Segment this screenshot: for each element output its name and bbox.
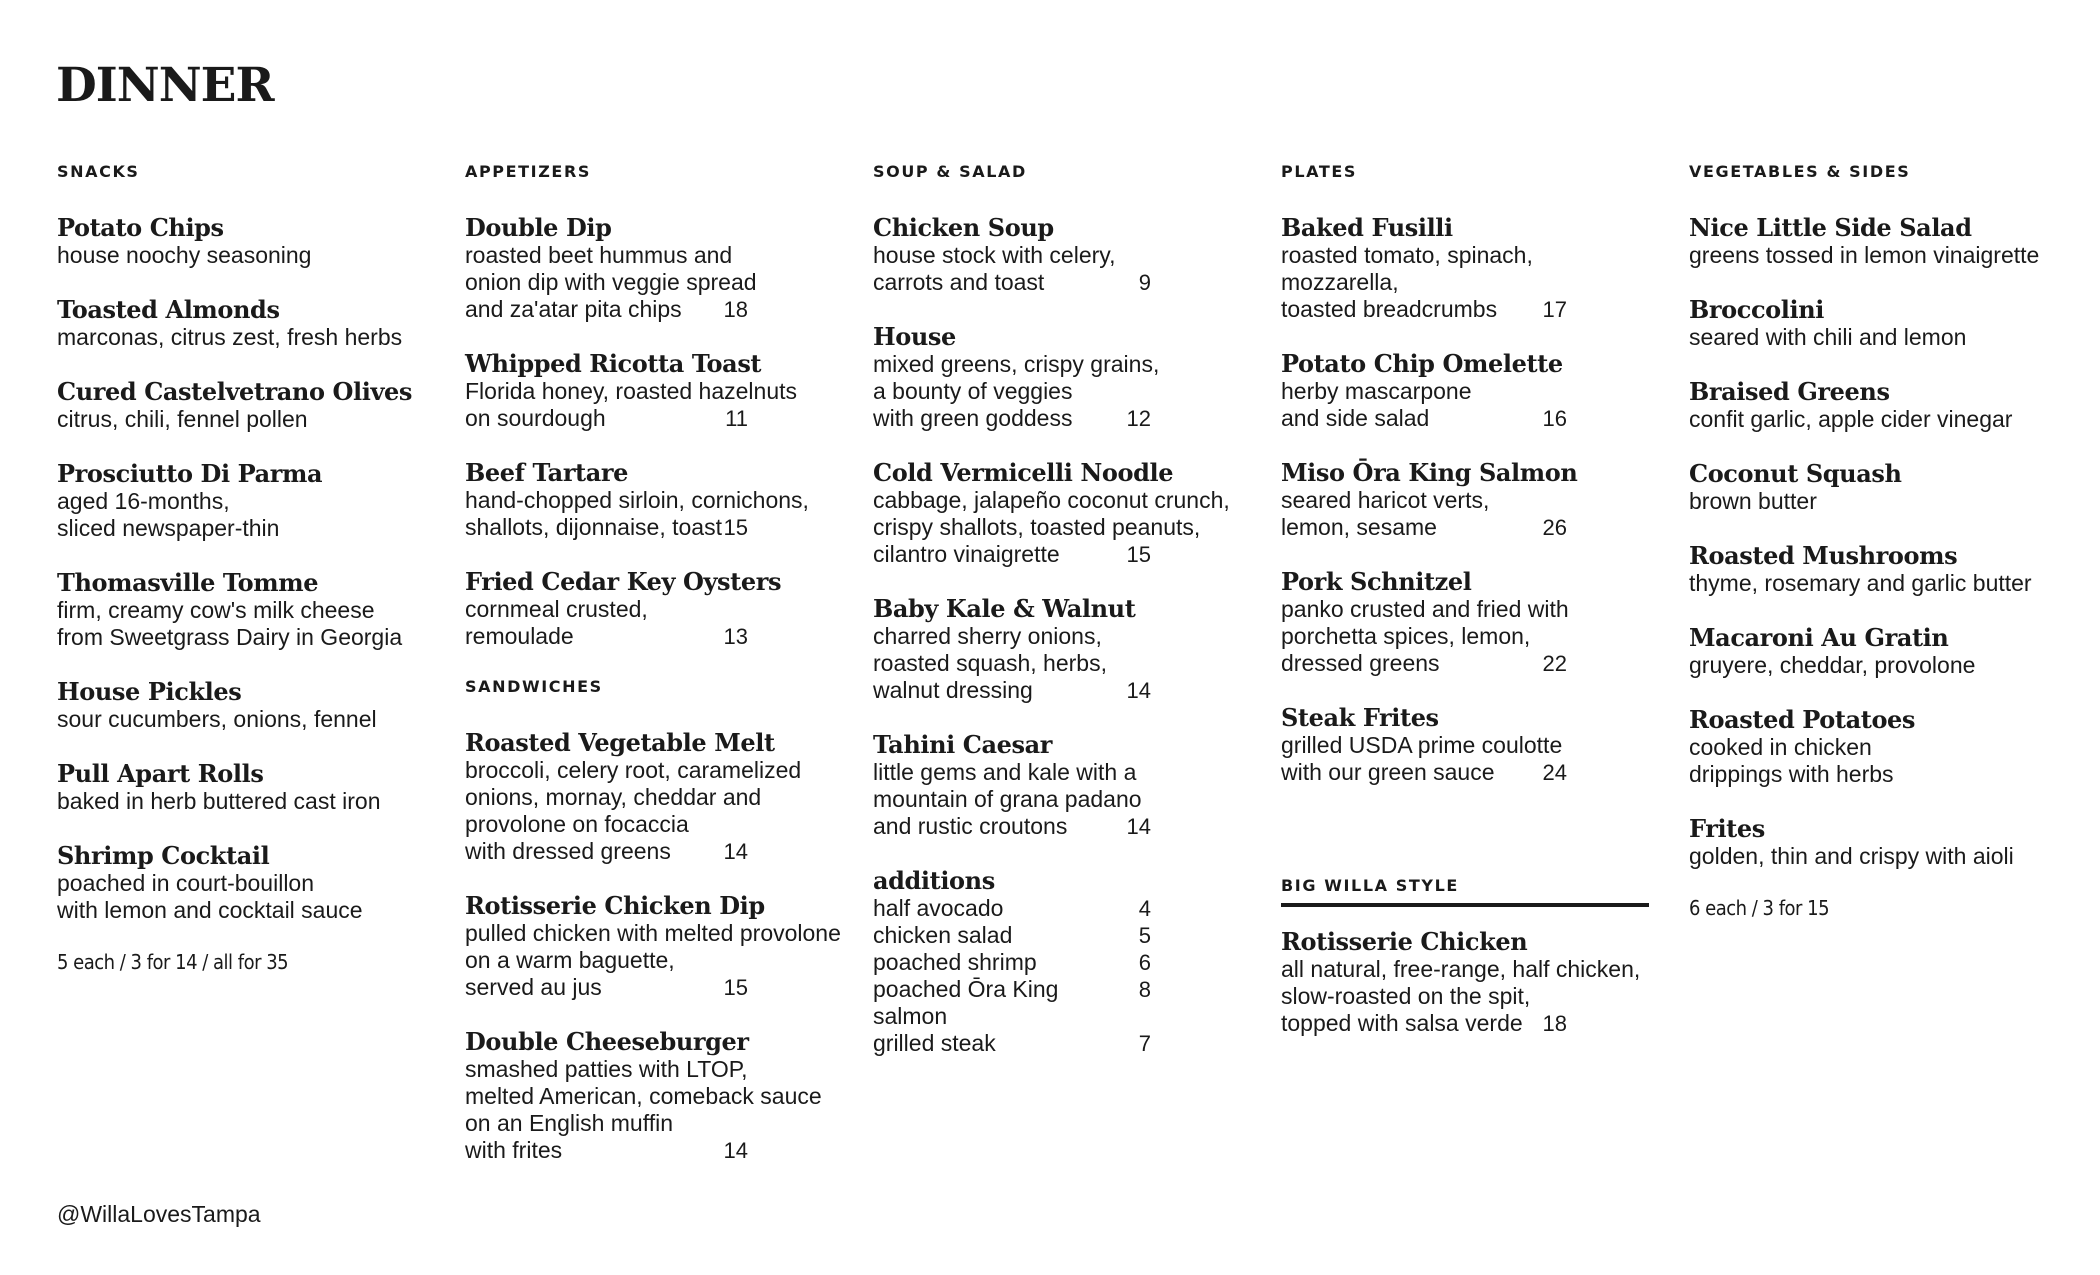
description-line: slow-roasted on the spit, [1281, 983, 1531, 1009]
item-price: 18 [723, 297, 748, 322]
item-name: Broccolini [1689, 295, 1824, 324]
item-name: Rotisserie Chicken [1281, 927, 1528, 956]
description-line: drippings with herbs [1689, 761, 1894, 787]
menu-item [57, 760, 437, 815]
appetizers-list [465, 214, 845, 650]
menu-item [1689, 706, 2069, 788]
description-line [1281, 759, 1567, 786]
item-price: 16 [1542, 406, 1567, 431]
addition-name: grilled steak [873, 1030, 996, 1056]
item-description [465, 378, 845, 432]
item-description [57, 406, 437, 433]
description-text: and za'atar pita chips [465, 296, 682, 322]
description-line: cabbage, jalapeño coconut crunch, [873, 487, 1230, 513]
addition-price: 4 [1138, 896, 1151, 921]
item-name: Shrimp Cocktail [57, 841, 270, 870]
menu-item [57, 214, 437, 269]
menu-item [465, 214, 845, 323]
item-description [1281, 596, 1661, 677]
item-price: 14 [1126, 814, 1151, 839]
item-price: 14 [1126, 678, 1151, 703]
addition-row [873, 949, 1151, 976]
description-line: seared with chili and lemon [1689, 324, 1967, 350]
item-price: 13 [723, 624, 748, 649]
menu-item [57, 378, 437, 433]
menu-item [1689, 624, 2069, 679]
menu-item [1689, 214, 2069, 269]
item-name: Whipped Ricotta Toast [465, 349, 762, 378]
description-line: sliced newspaper-thin [57, 515, 280, 541]
item-description [873, 759, 1253, 840]
description-line: thyme, rosemary and garlic butter [1689, 570, 2032, 596]
description-text: lemon, sesame [1281, 514, 1437, 540]
description-line [465, 514, 748, 541]
description-text: with green goddess [873, 405, 1073, 431]
item-name: Double Dip [465, 213, 612, 242]
item-price: 15 [723, 975, 748, 1000]
item-description [1281, 956, 1661, 1037]
menu-item [1689, 460, 2069, 515]
item-description [873, 242, 1253, 296]
item-description [465, 757, 845, 865]
item-description [1281, 378, 1661, 432]
description-line [873, 677, 1151, 704]
menu-item [1281, 928, 1661, 1037]
item-name: Roasted Potatoes [1689, 705, 1916, 734]
item-name: Beef Tartare [465, 458, 629, 487]
item-price: 17 [1542, 297, 1567, 322]
item-description [57, 324, 437, 351]
menu-title: DINNER [56, 58, 274, 113]
column-soup-salad [873, 162, 1253, 1057]
item-description [465, 920, 845, 1001]
item-price: 11 [725, 406, 748, 431]
item-price: 18 [1542, 1011, 1567, 1036]
description-line: onions, mornay, cheddar and [465, 784, 762, 810]
menu-item [873, 731, 1253, 840]
column-sides [1689, 162, 2069, 921]
menu-item [1689, 296, 2069, 351]
description-line: pulled chicken with melted provolone [465, 920, 841, 946]
description-text: toasted breadcrumbs [1281, 296, 1498, 322]
description-line [1281, 514, 1567, 541]
description-line: mountain of grana padano [873, 786, 1142, 812]
description-line: hand-chopped sirloin, cornichons, [465, 487, 809, 513]
description-line: seared haricot verts, [1281, 487, 1490, 513]
menu-item [57, 842, 437, 924]
item-name: Chicken Soup [873, 213, 1054, 242]
description-line: melted American, comeback sauce [465, 1083, 822, 1109]
description-text: and side salad [1281, 405, 1430, 431]
item-name: Cold Vermicelli Noodle [873, 458, 1174, 487]
description-text: on sourdough [465, 405, 606, 431]
description-line: greens tossed in lemon vinaigrette [1689, 242, 2040, 268]
description-line: citrus, chili, fennel pollen [57, 406, 308, 432]
description-line: house stock with celery, [873, 242, 1116, 268]
column-plates [1281, 162, 1661, 813]
description-line [465, 405, 748, 432]
description-line: herby mascarpone [1281, 378, 1472, 404]
description-text: served au jus [465, 974, 602, 1000]
addition-name: poached shrimp [873, 949, 1037, 975]
description-line: a bounty of veggies [873, 378, 1073, 404]
item-name: Prosciutto Di Parma [57, 459, 323, 488]
item-name: Tahini Caesar [873, 730, 1053, 759]
description-text: remoulade [465, 623, 574, 649]
section-heading-snacks: SNACKS [57, 162, 140, 181]
item-description [1689, 734, 2069, 788]
item-description [1689, 652, 2069, 679]
item-price: 14 [723, 839, 748, 864]
soup-salad-list [873, 214, 1253, 840]
description-line: gruyere, cheddar, provolone [1689, 652, 1976, 678]
item-name: Rotisserie Chicken Dip [465, 891, 765, 920]
description-line: crispy shallots, toasted peanuts, [873, 514, 1201, 540]
menu-item [1281, 704, 1661, 786]
description-line: aged 16-months, [57, 488, 230, 514]
description-line: mixed greens, crispy grains, [873, 351, 1160, 377]
item-description [1281, 487, 1661, 541]
description-line [465, 974, 748, 1001]
description-line: firm, creamy cow's milk cheese [57, 597, 375, 623]
menu-item [465, 892, 845, 1001]
description-text: and rustic croutons [873, 813, 1068, 839]
description-text: cilantro vinaigrette [873, 541, 1060, 567]
menu-item [465, 1028, 845, 1164]
addition-price: 6 [1138, 950, 1151, 975]
item-name: Baby Kale & Walnut [873, 594, 1136, 623]
menu-item [1689, 542, 2069, 597]
section-heading-appetizers: APPETIZERS [465, 162, 592, 181]
item-description [465, 1056, 845, 1164]
item-name: Macaroni Au Gratin [1689, 623, 1949, 652]
column-appetizers [465, 162, 845, 1191]
item-description [57, 788, 437, 815]
menu-item [57, 678, 437, 733]
description-line [1281, 650, 1567, 677]
item-description [465, 242, 845, 323]
addition-price: 8 [1138, 977, 1151, 1002]
addition-name: chicken salad [873, 922, 1013, 948]
description-text: dressed greens [1281, 650, 1440, 676]
description-text: carrots and toast [873, 269, 1045, 295]
item-description [57, 870, 437, 924]
item-price: 15 [723, 515, 748, 540]
item-description [465, 487, 845, 541]
description-line: provolone on focaccia [465, 811, 689, 837]
sides-list [1689, 214, 2069, 870]
snacks-price-note: 5 each / 3 for 14 / all for 35 [57, 950, 289, 974]
item-price: 22 [1542, 651, 1567, 676]
section-heading-plates: PLATES [1281, 162, 1358, 181]
description-line [873, 541, 1151, 568]
additions-title: additions [873, 866, 995, 895]
item-description [1689, 242, 2069, 269]
description-text: with our green sauce [1281, 759, 1495, 785]
plates-list [1281, 214, 1661, 786]
description-line: charred sherry onions, [873, 623, 1102, 649]
menu-item [873, 595, 1253, 704]
menu-item [57, 296, 437, 351]
description-line [465, 838, 748, 865]
menu-item [1281, 214, 1661, 323]
description-line: baked in herb buttered cast iron [57, 788, 381, 814]
description-line: Florida honey, roasted hazelnuts [465, 378, 797, 404]
description-line: house noochy seasoning [57, 242, 312, 268]
item-name: Thomasville Tomme [57, 568, 319, 597]
item-name: House [873, 322, 956, 351]
item-name: Potato Chips [57, 213, 224, 242]
additions-list [873, 895, 1253, 1057]
item-name: Steak Frites [1281, 703, 1439, 732]
item-description [1689, 324, 2069, 351]
section-heading-big-willa: BIG WILLA STYLE [1281, 876, 1459, 895]
addition-name: half avocado [873, 895, 1004, 921]
description-line: from Sweetgrass Dairy in Georgia [57, 624, 403, 650]
menu-item [873, 459, 1253, 568]
addition-name: poached Ōra King salmon [873, 976, 1059, 1029]
description-line: grilled USDA prime coulotte [1281, 732, 1563, 758]
menu-item [1281, 350, 1661, 432]
description-line: marconas, citrus zest, fresh herbs [57, 324, 403, 350]
description-line: onion dip with veggie spread [465, 269, 757, 295]
item-name: Pull Apart Rolls [57, 759, 264, 788]
item-description [873, 351, 1253, 432]
addition-row [873, 922, 1151, 949]
description-line: on an English muffin [465, 1110, 673, 1136]
description-line [465, 1137, 748, 1164]
column-snacks [57, 162, 437, 975]
item-name: Braised Greens [1689, 377, 1890, 406]
menu-item [873, 323, 1253, 432]
menu-item [465, 459, 845, 541]
description-line [465, 296, 748, 323]
item-description [1281, 732, 1661, 786]
description-line [873, 813, 1151, 840]
menu-item [1281, 459, 1661, 541]
item-description [873, 623, 1253, 704]
item-description [1689, 843, 2069, 870]
description-text: shallots, dijonnaise, toast [465, 514, 722, 540]
item-description [57, 242, 437, 269]
item-price: 9 [1138, 270, 1151, 295]
description-line: sour cucumbers, onions, fennel [57, 706, 377, 732]
description-line [465, 623, 748, 650]
menu-item [1689, 378, 2069, 433]
description-line [1281, 296, 1567, 323]
menu-item [465, 350, 845, 432]
item-description [1689, 488, 2069, 515]
social-handle: @WillaLovesTampa [57, 1201, 261, 1227]
addition-price: 5 [1138, 923, 1151, 948]
item-name: House Pickles [57, 677, 242, 706]
description-line: panko crusted and fried with [1281, 596, 1569, 622]
description-line: mozzarella, [1281, 269, 1399, 295]
item-name: Coconut Squash [1689, 459, 1902, 488]
description-line: with lemon and cocktail sauce [57, 897, 363, 923]
description-text: topped with salsa verde [1281, 1010, 1523, 1036]
item-name: Baked Fusilli [1281, 213, 1453, 242]
item-description [1689, 406, 2069, 433]
description-line: roasted squash, herbs, [873, 650, 1107, 676]
item-name: Cured Castelvetrano Olives [57, 377, 413, 406]
description-line: cornmeal crusted, [465, 596, 648, 622]
item-name: Potato Chip Omelette [1281, 349, 1563, 378]
sides-price-note: 6 each / 3 for 15 [1689, 896, 1830, 920]
description-line: on a warm baguette, [465, 947, 675, 973]
description-line: brown butter [1689, 488, 1817, 514]
description-line: poached in court-bouillon [57, 870, 315, 896]
item-description [1689, 570, 2069, 597]
snacks-list [57, 214, 437, 924]
menu-item [465, 729, 845, 865]
item-price: 14 [723, 1138, 748, 1163]
addition-row [873, 895, 1151, 922]
sandwiches-list [465, 729, 845, 1164]
item-name: Roasted Mushrooms [1689, 541, 1958, 570]
description-line [1281, 1010, 1567, 1037]
menu-item [873, 214, 1253, 296]
section-heading-soup-salad: SOUP & SALAD [873, 162, 1027, 181]
section-divider [1281, 903, 1649, 907]
description-line: little gems and kale with a [873, 759, 1137, 785]
item-price: 26 [1542, 515, 1567, 540]
item-name: Fried Cedar Key Oysters [465, 567, 782, 596]
description-line: porchetta spices, lemon, [1281, 623, 1531, 649]
menu-item [1689, 815, 2069, 870]
menu-item [465, 568, 845, 650]
item-name: Nice Little Side Salad [1689, 213, 1972, 242]
description-text: with frites [465, 1137, 563, 1163]
item-description [57, 706, 437, 733]
menu-item [57, 460, 437, 542]
description-line: roasted beet hummus and [465, 242, 733, 268]
description-line: confit garlic, apple cider vinegar [1689, 406, 2013, 432]
item-description [465, 596, 845, 650]
item-description [57, 597, 437, 651]
item-description [57, 488, 437, 542]
item-name: Frites [1689, 814, 1765, 843]
addition-row [873, 1030, 1151, 1057]
addition-price: 7 [1138, 1031, 1151, 1056]
item-name: Roasted Vegetable Melt [465, 728, 775, 757]
description-line: roasted tomato, spinach, [1281, 242, 1533, 268]
description-line [1281, 405, 1567, 432]
description-line: broccoli, celery root, caramelized [465, 757, 802, 783]
description-line [873, 269, 1151, 296]
description-line: golden, thin and crispy with aioli [1689, 843, 2014, 869]
menu-item [57, 569, 437, 651]
description-line: cooked in chicken [1689, 734, 1872, 760]
section-heading-sandwiches: SANDWICHES [465, 677, 603, 696]
section-heading-sides: VEGETABLES & SIDES [1689, 162, 1911, 181]
item-name: Double Cheeseburger [465, 1027, 749, 1056]
description-line: all natural, free-range, half chicken, [1281, 956, 1641, 982]
item-price: 15 [1126, 542, 1151, 567]
item-price: 24 [1542, 760, 1567, 785]
item-name: Pork Schnitzel [1281, 567, 1472, 596]
item-name: Miso Ōra King Salmon [1281, 458, 1578, 487]
menu-item [1281, 568, 1661, 677]
description-text: walnut dressing [873, 677, 1033, 703]
description-line: smashed patties with LTOP, [465, 1056, 748, 1082]
addition-row [873, 976, 1151, 1030]
item-price: 12 [1126, 406, 1151, 431]
description-text: with dressed greens [465, 838, 671, 864]
item-name: Toasted Almonds [57, 295, 280, 324]
item-description [873, 487, 1253, 568]
description-line [873, 405, 1151, 432]
item-description [1281, 242, 1661, 323]
